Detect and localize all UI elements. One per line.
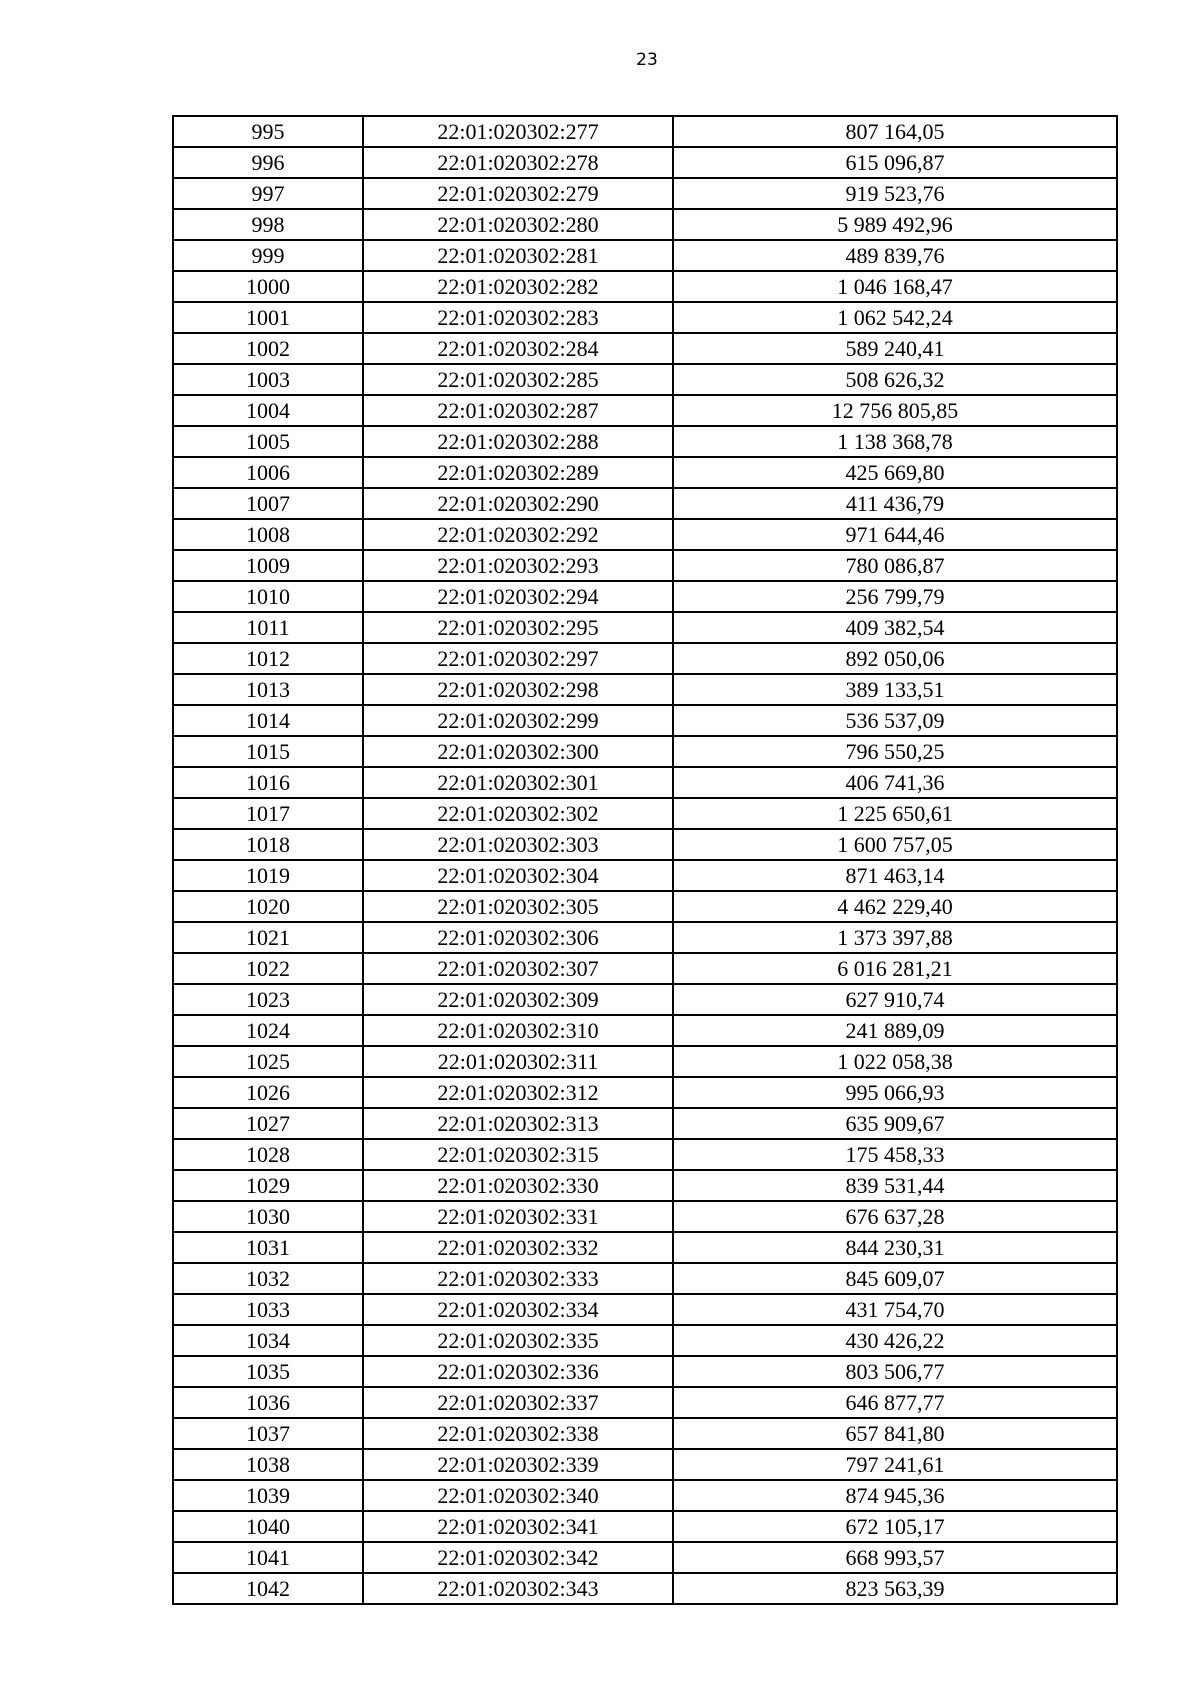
row-number-cell: 1029 — [173, 1170, 363, 1201]
cadastral-number-cell: 22:01:020302:278 — [363, 147, 673, 178]
table-row — [173, 426, 1117, 457]
row-number-cell: 1001 — [173, 302, 363, 333]
table-row — [173, 147, 1117, 178]
parcel-table — [172, 115, 1118, 1605]
cadastral-number-cell: 22:01:020302:310 — [363, 1015, 673, 1046]
cadastral-number-cell: 22:01:020302:288 — [363, 426, 673, 457]
cadastral-number-cell: 22:01:020302:284 — [363, 333, 673, 364]
row-number-cell: 998 — [173, 209, 363, 240]
row-number-cell: 1017 — [173, 798, 363, 829]
cadastral-number-cell: 22:01:020302:280 — [363, 209, 673, 240]
cadastral-number-cell: 22:01:020302:300 — [363, 736, 673, 767]
value-cell: 1 373 397,88 — [673, 922, 1117, 953]
cadastral-number-cell: 22:01:020302:283 — [363, 302, 673, 333]
table-row — [173, 1046, 1117, 1077]
table-row — [173, 1139, 1117, 1170]
value-cell: 615 096,87 — [673, 147, 1117, 178]
row-number-cell: 1034 — [173, 1325, 363, 1356]
table-row — [173, 364, 1117, 395]
row-number-cell: 1036 — [173, 1387, 363, 1418]
value-cell: 508 626,32 — [673, 364, 1117, 395]
value-cell: 409 382,54 — [673, 612, 1117, 643]
table-row — [173, 1387, 1117, 1418]
table-row — [173, 395, 1117, 426]
cadastral-number-cell: 22:01:020302:282 — [363, 271, 673, 302]
row-number-cell: 1010 — [173, 581, 363, 612]
cadastral-number-cell: 22:01:020302:277 — [363, 116, 673, 147]
table-row — [173, 1480, 1117, 1511]
table-row — [173, 550, 1117, 581]
row-number-cell: 1018 — [173, 829, 363, 860]
value-cell: 1 138 368,78 — [673, 426, 1117, 457]
row-number-cell: 1030 — [173, 1201, 363, 1232]
cadastral-number-cell: 22:01:020302:285 — [363, 364, 673, 395]
table-row — [173, 674, 1117, 705]
value-cell: 627 910,74 — [673, 984, 1117, 1015]
cadastral-number-cell: 22:01:020302:333 — [363, 1263, 673, 1294]
row-number-cell: 999 — [173, 240, 363, 271]
cadastral-number-cell: 22:01:020302:294 — [363, 581, 673, 612]
row-number-cell: 1015 — [173, 736, 363, 767]
value-cell: 823 563,39 — [673, 1573, 1117, 1604]
cadastral-number-cell: 22:01:020302:343 — [363, 1573, 673, 1604]
row-number-cell: 1026 — [173, 1077, 363, 1108]
cadastral-number-cell: 22:01:020302:331 — [363, 1201, 673, 1232]
row-number-cell: 1000 — [173, 271, 363, 302]
row-number-cell: 1009 — [173, 550, 363, 581]
value-cell: 1 022 058,38 — [673, 1046, 1117, 1077]
cadastral-number-cell: 22:01:020302:290 — [363, 488, 673, 519]
table-row — [173, 612, 1117, 643]
value-cell: 845 609,07 — [673, 1263, 1117, 1294]
row-number-cell: 1027 — [173, 1108, 363, 1139]
value-cell: 635 909,67 — [673, 1108, 1117, 1139]
row-number-cell: 1025 — [173, 1046, 363, 1077]
table-row — [173, 1170, 1117, 1201]
table-row — [173, 178, 1117, 209]
row-number-cell: 1014 — [173, 705, 363, 736]
value-cell: 256 799,79 — [673, 581, 1117, 612]
value-cell: 241 889,09 — [673, 1015, 1117, 1046]
table-row — [173, 1542, 1117, 1573]
table-row — [173, 116, 1117, 147]
cadastral-number-cell: 22:01:020302:315 — [363, 1139, 673, 1170]
row-number-cell: 1033 — [173, 1294, 363, 1325]
cadastral-number-cell: 22:01:020302:301 — [363, 767, 673, 798]
value-cell: 431 754,70 — [673, 1294, 1117, 1325]
value-cell: 1 225 650,61 — [673, 798, 1117, 829]
cadastral-number-cell: 22:01:020302:297 — [363, 643, 673, 674]
table-row — [173, 1263, 1117, 1294]
cadastral-number-cell: 22:01:020302:340 — [363, 1480, 673, 1511]
cadastral-number-cell: 22:01:020302:337 — [363, 1387, 673, 1418]
row-number-cell: 1022 — [173, 953, 363, 984]
value-cell: 919 523,76 — [673, 178, 1117, 209]
row-number-cell: 1005 — [173, 426, 363, 457]
table-row — [173, 984, 1117, 1015]
value-cell: 657 841,80 — [673, 1418, 1117, 1449]
value-cell: 1 046 168,47 — [673, 271, 1117, 302]
cadastral-number-cell: 22:01:020302:304 — [363, 860, 673, 891]
cadastral-number-cell: 22:01:020302:341 — [363, 1511, 673, 1542]
value-cell: 839 531,44 — [673, 1170, 1117, 1201]
row-number-cell: 1006 — [173, 457, 363, 488]
table-row — [173, 457, 1117, 488]
value-cell: 797 241,61 — [673, 1449, 1117, 1480]
cadastral-number-cell: 22:01:020302:309 — [363, 984, 673, 1015]
table-row — [173, 829, 1117, 860]
row-number-cell: 1007 — [173, 488, 363, 519]
value-cell: 796 550,25 — [673, 736, 1117, 767]
table-row — [173, 922, 1117, 953]
row-number-cell: 1020 — [173, 891, 363, 922]
cadastral-number-cell: 22:01:020302:295 — [363, 612, 673, 643]
value-cell: 803 506,77 — [673, 1356, 1117, 1387]
cadastral-number-cell: 22:01:020302:330 — [363, 1170, 673, 1201]
row-number-cell: 996 — [173, 147, 363, 178]
row-number-cell: 1012 — [173, 643, 363, 674]
value-cell: 12 756 805,85 — [673, 395, 1117, 426]
row-number-cell: 1024 — [173, 1015, 363, 1046]
table-row — [173, 891, 1117, 922]
row-number-cell: 1021 — [173, 922, 363, 953]
value-cell: 971 644,46 — [673, 519, 1117, 550]
value-cell: 411 436,79 — [673, 488, 1117, 519]
cadastral-number-cell: 22:01:020302:312 — [363, 1077, 673, 1108]
table-row — [173, 271, 1117, 302]
table-row — [173, 860, 1117, 891]
row-number-cell: 1032 — [173, 1263, 363, 1294]
value-cell: 668 993,57 — [673, 1542, 1117, 1573]
value-cell: 892 050,06 — [673, 643, 1117, 674]
table-row — [173, 1108, 1117, 1139]
cadastral-number-cell: 22:01:020302:307 — [363, 953, 673, 984]
row-number-cell: 1041 — [173, 1542, 363, 1573]
value-cell: 589 240,41 — [673, 333, 1117, 364]
cadastral-number-cell: 22:01:020302:342 — [363, 1542, 673, 1573]
table-row — [173, 1294, 1117, 1325]
row-number-cell: 1042 — [173, 1573, 363, 1604]
table-row — [173, 1356, 1117, 1387]
value-cell: 672 105,17 — [673, 1511, 1117, 1542]
value-cell: 175 458,33 — [673, 1139, 1117, 1170]
table-row — [173, 953, 1117, 984]
row-number-cell: 1038 — [173, 1449, 363, 1480]
cadastral-number-cell: 22:01:020302:332 — [363, 1232, 673, 1263]
table-row — [173, 581, 1117, 612]
cadastral-number-cell: 22:01:020302:303 — [363, 829, 673, 860]
value-cell: 780 086,87 — [673, 550, 1117, 581]
cadastral-number-cell: 22:01:020302:293 — [363, 550, 673, 581]
table-row — [173, 1511, 1117, 1542]
table-row — [173, 302, 1117, 333]
cadastral-number-cell: 22:01:020302:287 — [363, 395, 673, 426]
table-row — [173, 209, 1117, 240]
table-row — [173, 767, 1117, 798]
cadastral-number-cell: 22:01:020302:313 — [363, 1108, 673, 1139]
cadastral-number-cell: 22:01:020302:279 — [363, 178, 673, 209]
cadastral-number-cell: 22:01:020302:289 — [363, 457, 673, 488]
cadastral-number-cell: 22:01:020302:305 — [363, 891, 673, 922]
cadastral-number-cell: 22:01:020302:292 — [363, 519, 673, 550]
row-number-cell: 1004 — [173, 395, 363, 426]
table-row — [173, 1015, 1117, 1046]
table-row — [173, 333, 1117, 364]
value-cell: 874 945,36 — [673, 1480, 1117, 1511]
table-row — [173, 488, 1117, 519]
cadastral-number-cell: 22:01:020302:339 — [363, 1449, 673, 1480]
value-cell: 406 741,36 — [673, 767, 1117, 798]
table-row — [173, 1325, 1117, 1356]
value-cell: 1 062 542,24 — [673, 302, 1117, 333]
table-row — [173, 1418, 1117, 1449]
row-number-cell: 1039 — [173, 1480, 363, 1511]
table-row — [173, 736, 1117, 767]
row-number-cell: 1002 — [173, 333, 363, 364]
table-row — [173, 240, 1117, 271]
value-cell: 389 133,51 — [673, 674, 1117, 705]
table-row — [173, 705, 1117, 736]
value-cell: 676 637,28 — [673, 1201, 1117, 1232]
row-number-cell: 1023 — [173, 984, 363, 1015]
table-row — [173, 1201, 1117, 1232]
value-cell: 1 600 757,05 — [673, 829, 1117, 860]
row-number-cell: 1016 — [173, 767, 363, 798]
cadastral-number-cell: 22:01:020302:298 — [363, 674, 673, 705]
row-number-cell: 1035 — [173, 1356, 363, 1387]
row-number-cell: 1031 — [173, 1232, 363, 1263]
cadastral-number-cell: 22:01:020302:302 — [363, 798, 673, 829]
table-row — [173, 1077, 1117, 1108]
cadastral-number-cell: 22:01:020302:281 — [363, 240, 673, 271]
row-number-cell: 1040 — [173, 1511, 363, 1542]
value-cell: 844 230,31 — [673, 1232, 1117, 1263]
value-cell: 646 877,77 — [673, 1387, 1117, 1418]
cadastral-number-cell: 22:01:020302:335 — [363, 1325, 673, 1356]
value-cell: 6 016 281,21 — [673, 953, 1117, 984]
table-row — [173, 643, 1117, 674]
table-row — [173, 1449, 1117, 1480]
value-cell: 4 462 229,40 — [673, 891, 1117, 922]
page-number: 23 — [636, 50, 658, 70]
row-number-cell: 1011 — [173, 612, 363, 643]
table-row — [173, 1573, 1117, 1604]
parcel-table-body — [173, 116, 1117, 1604]
cadastral-number-cell: 22:01:020302:334 — [363, 1294, 673, 1325]
row-number-cell: 1028 — [173, 1139, 363, 1170]
row-number-cell: 997 — [173, 178, 363, 209]
row-number-cell: 1019 — [173, 860, 363, 891]
value-cell: 489 839,76 — [673, 240, 1117, 271]
cadastral-number-cell: 22:01:020302:311 — [363, 1046, 673, 1077]
cadastral-number-cell: 22:01:020302:306 — [363, 922, 673, 953]
cadastral-number-cell: 22:01:020302:336 — [363, 1356, 673, 1387]
value-cell: 425 669,80 — [673, 457, 1117, 488]
table-row — [173, 798, 1117, 829]
row-number-cell: 1008 — [173, 519, 363, 550]
row-number-cell: 1037 — [173, 1418, 363, 1449]
value-cell: 871 463,14 — [673, 860, 1117, 891]
value-cell: 995 066,93 — [673, 1077, 1117, 1108]
table-row — [173, 519, 1117, 550]
row-number-cell: 995 — [173, 116, 363, 147]
value-cell: 5 989 492,96 — [673, 209, 1117, 240]
value-cell: 536 537,09 — [673, 705, 1117, 736]
cadastral-number-cell: 22:01:020302:338 — [363, 1418, 673, 1449]
row-number-cell: 1003 — [173, 364, 363, 395]
cadastral-number-cell: 22:01:020302:299 — [363, 705, 673, 736]
table-row — [173, 1232, 1117, 1263]
row-number-cell: 1013 — [173, 674, 363, 705]
value-cell: 807 164,05 — [673, 116, 1117, 147]
value-cell: 430 426,22 — [673, 1325, 1117, 1356]
